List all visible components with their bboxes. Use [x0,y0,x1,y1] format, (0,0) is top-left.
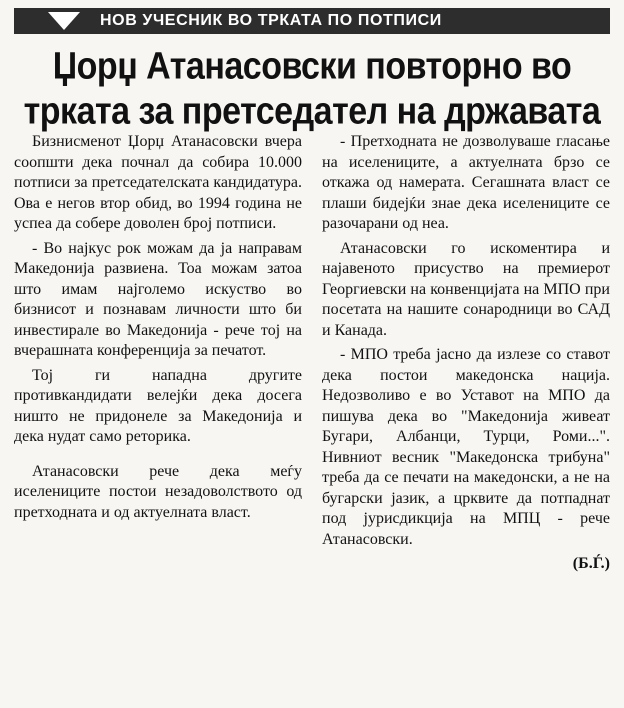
headline-line-2: трката за претседател на државата [23,89,601,133]
article-headline [14,44,610,134]
left-column [14,132,302,574]
paragraph: Тој ги нападна другите противкандидати велејќи дека досега ништо не придонеле за Македонија и дека нудат само реторика. [14,366,302,445]
section-rubric-text: НОВ УЧЕСНИК ВО ТРКАТА ПО ПОТПИСИ [100,12,442,29]
paragraph: Атанасовски рече дека меѓу иселениците постои незадоволството од претходната и од актуелната власт. [14,462,302,521]
paragraph: Атанасовски го искоментира и најавеното присуство на премиерот Георгиевски на конвенцијата на МПО при посетата на нашите сонародници во САД и Канада. [322,239,610,339]
paragraph: Бизнисменот Џорџ Атанасовски вчера соопшти дека почнал да собира 10.000 потписи за претседателската кандидатура. Ова е негов втор обид, во 1994 година не успеа да собере доволен број потписи. [14,133,302,232]
author-signature: (Б.Ѓ.) [572,555,610,572]
triangle-down-icon [48,12,80,30]
headline-line-1: Џорџ Атанасовски повторно во [52,45,572,88]
article-body [14,132,610,574]
paragraph: - МПО треба јасно да излезе со ставот дека постои македонска нација. Недозволиво е во Уставот на МПО да пишува дека во "Македонија живеат Бугари, Албанци, Турци, Роми...". Нивниот весник "Македонска трибуна" треба да се печати на македонски, а не на бугарски јазик, а црквите да потпаднат под јурисдикција на МПЦ - рече Атанасовски. [322,346,610,548]
paragraph: - Претходната не дозволуваше гласање на иселениците, а актуелната брзо се откажа од намерата. Сегашната власт се плаши бидејќи знае дека иселениците се разочарани од неа. [322,133,610,232]
section-rubric-bar [14,8,610,34]
paragraph: - Во најкус рок можам да ја направам Македонија развиена. Тоа можам затоа што имам најголемо искуство во бизнисот и познавам личности што би инвестирале во Македонија - рече тој на вчерашната конференција за печатот. [14,239,302,359]
right-column [322,132,610,574]
